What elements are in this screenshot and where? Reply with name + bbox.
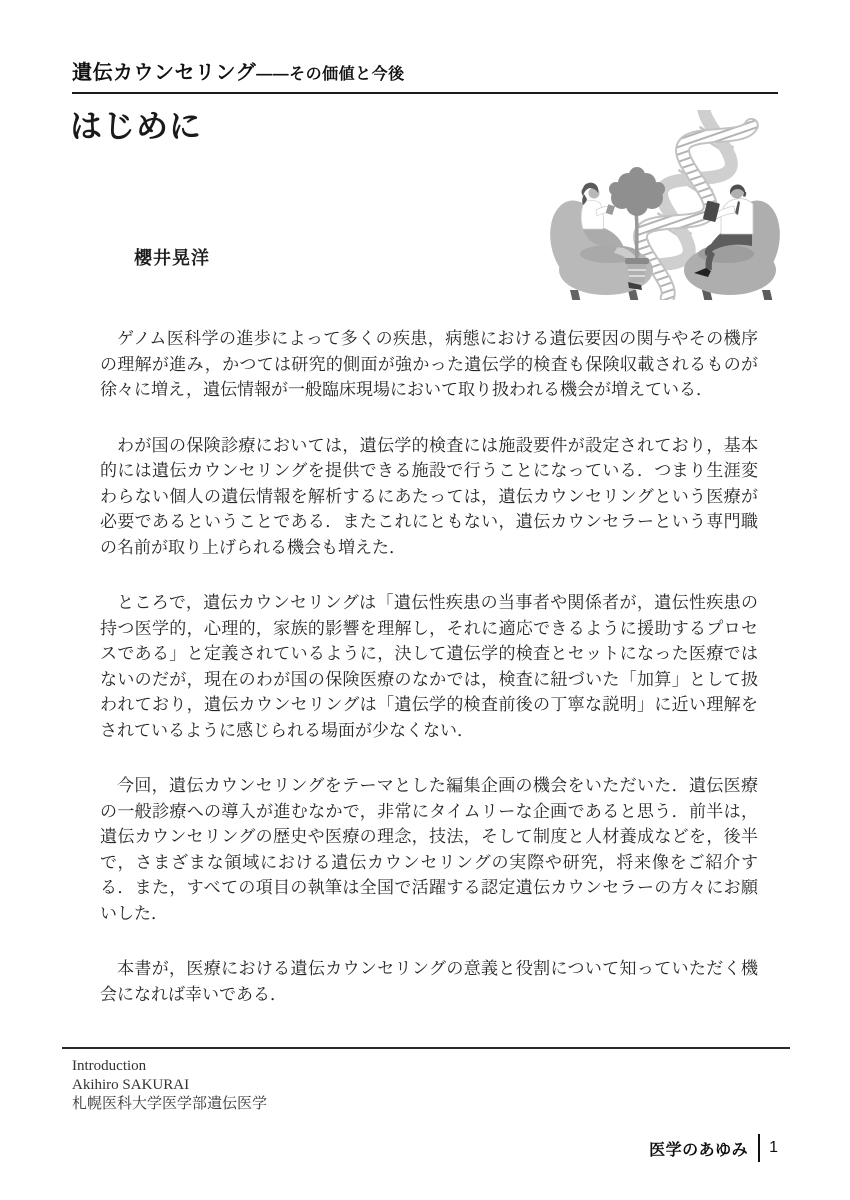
paragraph: わが国の保険診療においては，遺伝学的検査には施設要件が設定されており，基本的には遺伝カウンセリングを提供できる施設で行うことになっている．つまり生涯変わらない個人の遺伝情報を解析するにあたっては，遺伝カウンセリングという医療が必要であるということである．またこれにともない，遺伝カウンセラーという専門職の名前が取り上げられる機会も増えた． <box>100 435 758 557</box>
journal-footer <box>649 1134 778 1162</box>
author-name-en: Akihiro SAKURAI <box>72 1077 190 1093</box>
paragraph: ところで，遺伝カウンセリングは「遺伝性疾患の当事者や関係者が，遺伝性疾患の持つ医学的，心理的，家族的影響を理解し，それに適応できるように援助するプロセスである」と定義されているように，決して遺伝学的検査とセットになった医療ではないのだが，現在のわが国の保険医療のなかでは，検査に紐づいた「加算」として扱われており，遺伝カウンセリングは「遺伝学的検査前後の丁寧な説明」に近い理解をされているように感じられる場面が少なくない． <box>100 593 758 740</box>
paragraph: 今回，遺伝カウンセリングをテーマとした編集企画の機会をいただいた．遺伝医療の一般診療への導入が進むなかで，非常にタイムリーな企画であると思う．前半は，遺伝カウンセリングの歴史や医療の理念，技法，そして制度と人材養成などを，後半で，さまざまな領域における遺伝カウンセリングの実際や研究，将来像をご紹介する．また，すべての項目の執筆は全国で活躍する認定遺伝カウンセラーの方々にお願いした． <box>100 776 758 923</box>
credits-block <box>72 1057 267 1114</box>
series-title: 遺伝カウンセリング <box>72 62 257 84</box>
author-affiliation: 札幌医科大学医学部遺伝医学 <box>72 1096 268 1112</box>
paragraph: 本書が，医療における遺伝カウンセリングの意義と役割について知っていただく機会になれば幸いである． <box>100 959 758 1004</box>
page-title: はじめに <box>70 108 203 144</box>
author-name: 櫻井晃洋 <box>134 248 210 268</box>
page-number: 1 <box>769 1139 778 1156</box>
series-header <box>72 56 778 85</box>
article-body <box>100 326 758 1037</box>
paragraph: ゲノム医科学の進歩によって多くの疾患，病態における遺伝要因の関与やその機序の理解が進み，かつては研究的側面が強かった遺伝学的検査も保険収載されるものが徐々に増え，遺伝情報が一般臨床現場において取り扱われる機会が増えている． <box>100 329 758 399</box>
article-title-en: Introduction <box>72 1058 147 1074</box>
journal-name: 医学のあゆみ <box>649 1141 749 1159</box>
footer-separator <box>758 1134 760 1162</box>
header-rule <box>72 92 778 94</box>
series-subtitle: ——その価値と今後 <box>256 66 405 83</box>
genetic-counseling-illustration <box>540 110 792 300</box>
footer-rule <box>62 1047 790 1049</box>
